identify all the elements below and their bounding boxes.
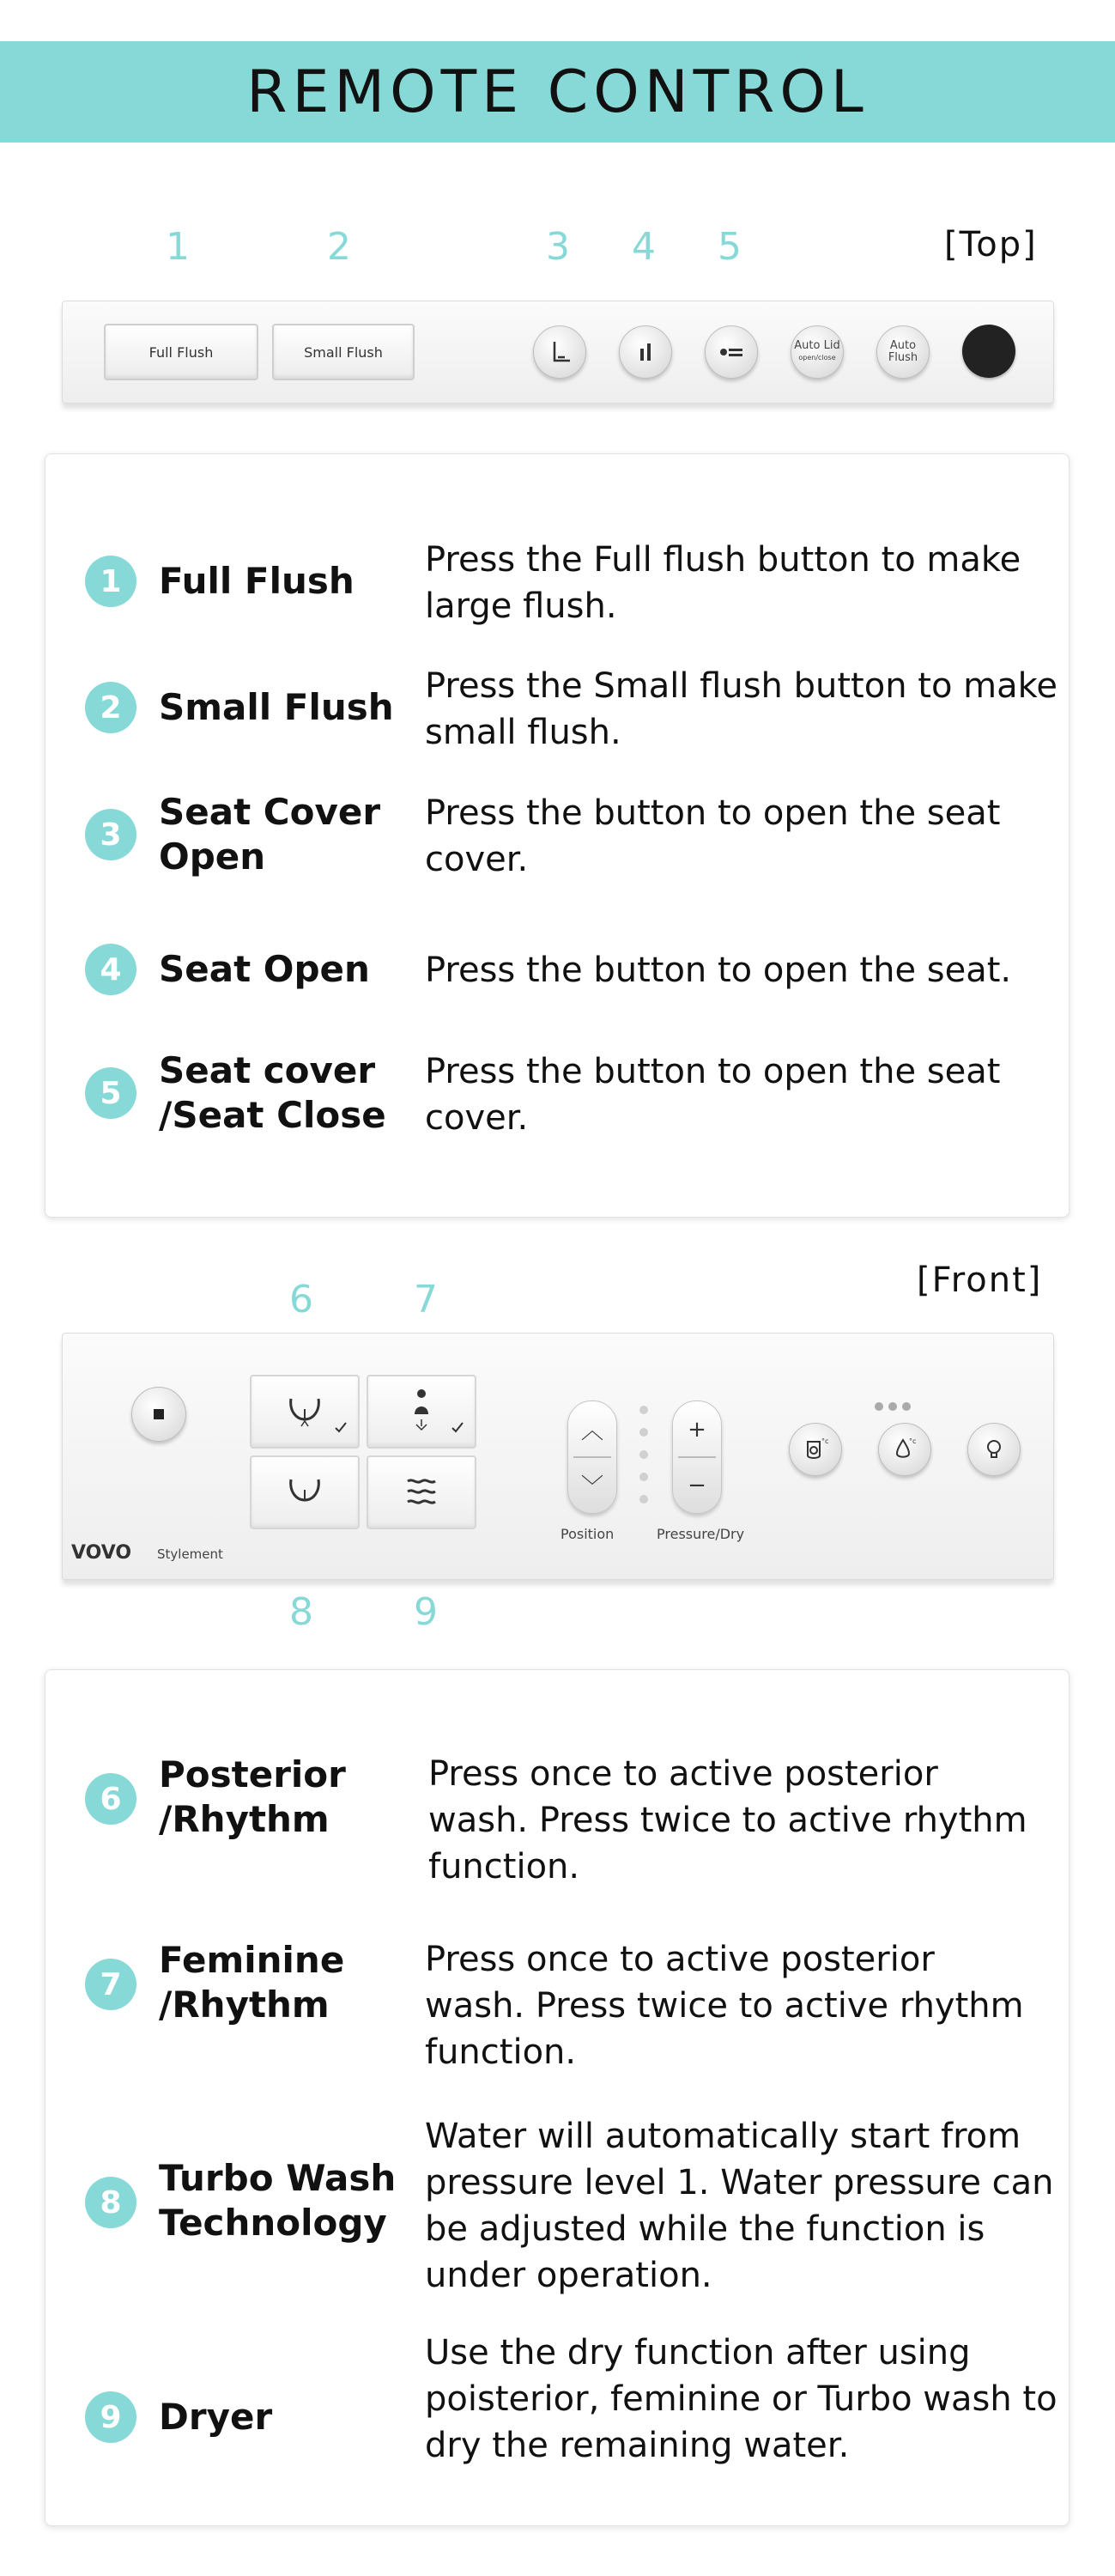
level-dot: [639, 1495, 648, 1504]
number-badge: 8: [85, 2177, 136, 2228]
seat-temperature-icon: [801, 1435, 830, 1464]
feminine-rhythm-button[interactable]: [367, 1375, 476, 1449]
seat-close-button[interactable]: [705, 325, 758, 379]
item-description: Press the Small flush button to make small flush.: [425, 666, 1057, 752]
posterior-rhythm-button[interactable]: [250, 1375, 360, 1449]
item-label: Full Flush: [159, 560, 354, 602]
level-dot: [639, 1428, 648, 1437]
seat-cover-icon: [546, 338, 573, 366]
auto-lid-button[interactable]: [791, 325, 844, 379]
callout-number-7: 7: [414, 1278, 438, 1321]
front-buttons-card: [45, 1669, 1070, 2526]
item-description: Press the button to open the seat cover.: [425, 793, 1001, 879]
callout-number-5: 5: [718, 225, 742, 269]
number-badge: 3: [85, 809, 136, 860]
callout-number-3: 3: [546, 225, 570, 269]
full-flush-button[interactable]: Full Flush: [104, 324, 258, 380]
number-badge: 1: [85, 556, 136, 607]
chevron-down-icon[interactable]: ﹀: [580, 1474, 603, 1500]
dryer-icon: [368, 1457, 475, 1528]
water-drop-icon: [890, 1435, 919, 1464]
callout-number-1: 1: [166, 225, 190, 269]
turbo-wash-icon: [251, 1457, 358, 1528]
number-badge: 6: [85, 1773, 136, 1825]
position-label: Position: [561, 1526, 615, 1542]
seat-icon: [632, 338, 659, 366]
top-buttons-card: [45, 453, 1070, 1218]
stop-button[interactable]: [131, 1387, 186, 1442]
level-dot: [902, 1402, 911, 1411]
svg-text:°c: °c: [821, 1437, 829, 1445]
front-view-tag: [Front]: [917, 1261, 1043, 1300]
chevron-up-icon[interactable]: ︿: [580, 1419, 603, 1444]
number-badge: 5: [85, 1067, 136, 1119]
stop-icon: [152, 1407, 166, 1421]
item-description: Press the button to open the seat cover.: [425, 1052, 1001, 1138]
sensor-window: [962, 325, 1015, 378]
seat-temperature-button[interactable]: [789, 1423, 842, 1476]
item-label: Seat Open: [159, 948, 370, 990]
level-dot: [639, 1450, 648, 1459]
water-temperature-button[interactable]: [878, 1423, 931, 1476]
item-label: Small Flush: [159, 686, 394, 728]
item-label: Turbo Wash Technology: [159, 2157, 397, 2244]
item-label: Posterior /Rhythm: [159, 1753, 346, 1840]
item-label: Seat Cover Open: [159, 791, 381, 878]
callout-number-6: 6: [289, 1278, 313, 1321]
feminine-icon: [368, 1376, 475, 1447]
remote-top-panel: [62, 301, 1054, 404]
callout-number-9: 9: [414, 1590, 438, 1634]
callout-number-4: 4: [632, 225, 656, 269]
small-flush-button[interactable]: Small Flush: [272, 324, 415, 380]
top-view-tag: [Top]: [944, 225, 1038, 264]
light-bulb-icon: [981, 1437, 1007, 1462]
auto-lid-label: Auto Lid open/close: [794, 339, 840, 361]
item-label: Seat cover /Seat Close: [159, 1049, 386, 1136]
seat-cover-open-button[interactable]: [533, 325, 586, 379]
number-badge: 2: [85, 682, 136, 733]
page-title: REMOTE CONTROL: [246, 58, 869, 126]
pressure-dry-adjuster[interactable]: [672, 1400, 722, 1514]
item-description: Water will automatically start from pressure level 1. Water pressure can be adjusted while the function is under operation.: [425, 2117, 1054, 2295]
level-dot: [875, 1402, 883, 1411]
plus-icon[interactable]: +: [688, 1416, 706, 1443]
item-description: Press once to active posterior wash. Press twice to active rhythm function.: [428, 1754, 1027, 1886]
level-dot: [639, 1406, 648, 1414]
brand-logo: VOVO: [71, 1542, 132, 1564]
level-dot: [888, 1402, 897, 1411]
item-label: Dryer: [159, 2396, 273, 2438]
item-description: Press the button to open the seat.: [425, 951, 1012, 990]
item-description: Use the dry function after using poisterior, feminine or Turbo wash to dry the remaining water.: [425, 2333, 1057, 2465]
pressure-dry-label: Pressure/Dry: [657, 1526, 745, 1542]
dryer-button[interactable]: [367, 1455, 476, 1529]
minus-icon[interactable]: −: [688, 1472, 706, 1498]
svg-text:°c: °c: [909, 1437, 917, 1445]
night-light-button[interactable]: [967, 1423, 1021, 1476]
number-badge: 9: [85, 2391, 136, 2443]
callout-number-8: 8: [289, 1590, 313, 1634]
seat-open-button[interactable]: [619, 325, 672, 379]
posterior-icon: [251, 1376, 358, 1447]
number-badge: 7: [85, 1959, 136, 2010]
auto-flush-button[interactable]: Auto Flush: [876, 325, 930, 379]
seat-close-icon: [717, 338, 746, 366]
remote-front-panel: [62, 1333, 1054, 1580]
level-dot: [639, 1473, 648, 1481]
callout-number-2: 2: [327, 225, 351, 269]
item-description: Press once to active posterior wash. Press twice to active rhythm function.: [425, 1940, 1024, 2072]
model-name: Stylement: [157, 1546, 223, 1562]
number-badge: 4: [85, 944, 136, 995]
item-label: Feminine /Rhythm: [159, 1939, 345, 2026]
header-banner: [0, 41, 1115, 143]
item-description: Press the Full flush button to make large flush.: [425, 540, 1021, 626]
turbo-wash-button[interactable]: [250, 1455, 360, 1529]
position-adjuster[interactable]: [567, 1400, 617, 1514]
